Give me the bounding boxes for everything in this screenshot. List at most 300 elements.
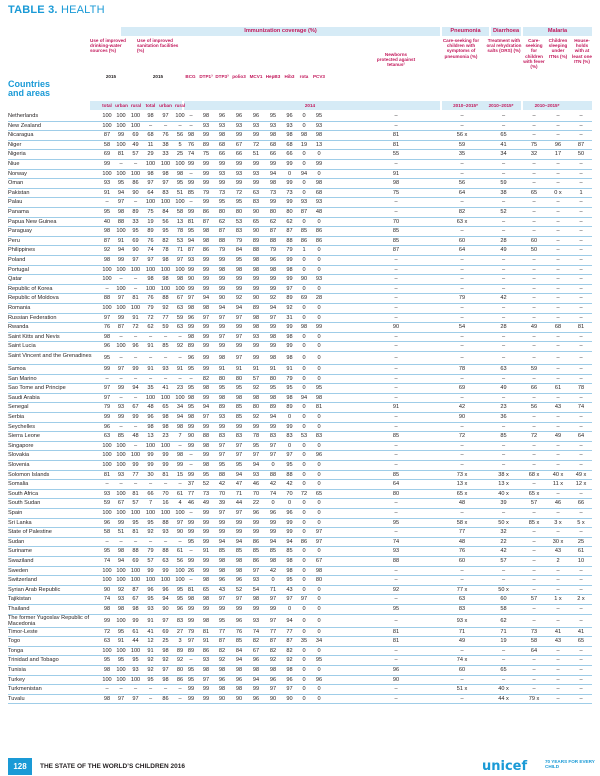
table-cell: 98	[117, 209, 125, 215]
table-cell: –	[532, 586, 536, 593]
table-cell: 99	[132, 366, 139, 372]
table-cell: 99	[187, 519, 195, 526]
table-cell: 97	[176, 257, 184, 263]
table-cell: 95	[103, 355, 111, 361]
table-cell: 100	[160, 266, 171, 273]
table-cell: 98	[187, 333, 195, 340]
country-name: Saint Lucia	[8, 343, 36, 350]
table-cell: 0	[302, 343, 306, 350]
table-cell: 98	[269, 355, 277, 361]
country-name: The former Yugoslav Republic of Macedonia	[8, 615, 90, 628]
table-row	[8, 647, 592, 657]
table-cell: 69	[162, 628, 169, 635]
table-cell: 81	[392, 628, 400, 635]
table-cell: 85	[117, 433, 125, 440]
table-cell: 85 x	[528, 519, 540, 526]
table-cell: 0	[302, 548, 306, 555]
table-cell: –	[133, 394, 138, 401]
table-cell: 93	[252, 617, 260, 624]
table-cell: 87	[300, 209, 308, 215]
table-cell: 66	[269, 151, 277, 158]
table-cell: –	[579, 490, 583, 497]
table-cell: 49	[530, 324, 538, 331]
table-cell: –	[532, 314, 536, 321]
table-cell: 100	[130, 452, 141, 459]
table-cell: 99	[286, 519, 293, 526]
table-cell: 99	[235, 285, 243, 292]
table-cell: 100	[130, 676, 141, 683]
table-cell: 85	[300, 228, 308, 235]
table-cell: 92	[252, 385, 260, 392]
table-cell: 98	[300, 132, 308, 139]
table-cell: 93	[117, 596, 125, 603]
table-row	[8, 442, 592, 452]
table-cell: 80	[235, 209, 243, 215]
table-cell: 75	[202, 151, 210, 158]
table-cell: 44 x	[498, 695, 509, 702]
table-row	[8, 384, 592, 394]
country-name: Sao Tome and Principe	[8, 385, 66, 392]
table-cell: 77	[132, 471, 139, 478]
table-cell: 0	[287, 500, 292, 507]
table-cell: –	[501, 577, 506, 584]
table-cell: 81	[132, 490, 139, 497]
table-cell: 99	[202, 333, 210, 340]
table-cell: 92	[147, 667, 154, 673]
table-cell: –	[532, 218, 536, 225]
table-cell: 99	[218, 423, 226, 430]
table-cell: 0	[302, 529, 306, 536]
table-cell: 99	[286, 180, 293, 187]
table-cell: 83	[252, 199, 260, 206]
table-cell: 16	[162, 500, 169, 507]
table-cell: 81	[392, 638, 400, 645]
table-cell: –	[119, 538, 123, 545]
table-cell: 1	[579, 189, 583, 196]
table-title	[8, 4, 105, 16]
table-row	[8, 131, 592, 141]
table-cell: 95	[252, 442, 260, 449]
table-cell: 94	[218, 538, 226, 545]
table-cell: 90	[252, 295, 260, 302]
table-cell: –	[579, 355, 583, 361]
table-cell: 57	[530, 596, 538, 603]
country-name: Niue	[8, 161, 20, 167]
table-cell: 85	[392, 228, 400, 235]
table-cell: 94	[235, 657, 243, 664]
table-cell: 79	[458, 295, 466, 302]
table-cell: –	[163, 122, 168, 129]
table-cell: 98	[202, 617, 210, 624]
table-cell: 85	[392, 433, 400, 440]
table-cell: 80	[269, 209, 277, 215]
table-cell: 99	[202, 199, 210, 206]
table-cell: 99	[218, 180, 226, 187]
table-cell: 49	[132, 141, 139, 148]
table-cell: 86	[202, 247, 210, 254]
table-cell: –	[556, 237, 560, 244]
table-cell: –	[163, 355, 168, 361]
table-cell: 100	[130, 577, 141, 584]
table-cell: 0	[317, 617, 321, 624]
table-cell: 64	[530, 647, 538, 654]
table-cell: 100	[130, 122, 141, 129]
table-cell: 91	[286, 366, 293, 372]
table-cell: 100	[145, 442, 156, 449]
table-cell: 97	[252, 452, 260, 459]
table-cell: 100	[175, 577, 185, 584]
table-cell: 52	[202, 481, 210, 488]
table-cell: 98	[235, 394, 243, 401]
table-cell: 71	[458, 628, 466, 635]
table-cell: 39	[218, 500, 226, 507]
table-cell: 70	[286, 490, 293, 497]
table-cell: 97	[235, 314, 243, 321]
table-name: HEALTH	[60, 4, 105, 16]
table-cell: –	[556, 586, 560, 593]
table-cell: 94	[286, 617, 293, 624]
table-cell: 76	[147, 295, 154, 302]
table-cell: –	[133, 161, 138, 167]
table-cell: 63	[500, 366, 507, 372]
table-cell: 72	[252, 141, 260, 148]
table-cell: 67	[252, 647, 260, 654]
table-cell: –	[579, 686, 583, 693]
table-cell: 80	[176, 667, 184, 673]
table-cell: 40 x	[498, 490, 509, 497]
table-cell: 34	[176, 404, 184, 411]
table-cell: 0	[317, 285, 321, 292]
table-cell: 93	[252, 471, 260, 478]
table-cell: –	[501, 257, 506, 263]
table-cell: 3	[178, 638, 182, 645]
table-cell: –	[394, 333, 398, 340]
table-cell: 97	[235, 355, 243, 361]
table-cell: 11	[147, 141, 154, 148]
table-cell: 57	[252, 375, 260, 382]
table-cell: 98	[218, 667, 226, 673]
table-cell: 68 x	[528, 471, 540, 478]
table-cell: 87	[117, 324, 125, 331]
table-cell: 94	[300, 170, 308, 177]
table-cell: –	[579, 567, 583, 574]
table-cell: 92	[117, 586, 125, 593]
table-cell: 68	[269, 141, 277, 148]
country-name: Philippines	[8, 247, 36, 254]
table-cell: 0	[317, 510, 321, 516]
diarrhoea-header: Diarrhoea	[492, 28, 520, 34]
table-cell: 98	[147, 276, 154, 283]
table-cell: 72	[103, 628, 111, 635]
table-row	[8, 122, 592, 132]
table-cell: 58	[176, 209, 184, 215]
table-cell: 67	[132, 404, 139, 411]
table-cell: 93	[117, 471, 125, 478]
table-cell: 59	[176, 314, 184, 321]
table-cell: 80	[218, 209, 226, 215]
table-cell: 99	[218, 285, 226, 292]
table-cell: 93	[392, 548, 400, 555]
table-row	[8, 304, 592, 314]
table-cell: 0	[317, 170, 321, 177]
table-cell: 91	[147, 366, 154, 372]
table-cell: 94	[176, 414, 184, 420]
table-cell: 96	[269, 257, 277, 263]
table-cell: 99	[315, 324, 323, 331]
table-cell: 99	[202, 266, 210, 273]
table-cell: 99	[187, 686, 195, 693]
table-cell: 99	[218, 343, 226, 350]
table-cell: 94	[252, 462, 260, 468]
table-cell: 22	[252, 500, 260, 507]
table-cell: –	[556, 295, 560, 302]
table-cell: 56	[530, 404, 538, 411]
table-row	[8, 323, 592, 333]
table-cell: 98	[235, 567, 243, 574]
table-cell: –	[460, 228, 464, 235]
table-cell: 99	[187, 558, 195, 564]
table-cell: 43	[286, 586, 293, 593]
table-cell: 98	[187, 394, 195, 401]
table-cell: 72	[147, 314, 154, 321]
table-cell: –	[189, 452, 193, 459]
table-cell: 59	[530, 366, 538, 372]
table-cell: 90	[286, 695, 293, 702]
table-cell: 0	[302, 113, 306, 119]
table-cell: 5	[178, 141, 182, 148]
table-cell: 57	[500, 558, 507, 564]
table-cell: –	[556, 452, 560, 459]
table-cell: 91	[117, 638, 125, 645]
table-row	[8, 413, 592, 423]
table-cell: 98	[162, 647, 169, 654]
table-cell: 99	[187, 442, 195, 449]
table-cell: 0	[287, 606, 292, 612]
table-cell: –	[460, 257, 464, 263]
table-cell: 98	[269, 667, 277, 673]
table-cell: 100	[175, 161, 185, 167]
table-cell: 100	[160, 394, 171, 401]
table-cell: 91	[392, 170, 400, 177]
table-cell: 56	[162, 218, 169, 225]
table-cell: 13 x	[498, 481, 509, 488]
table-cell: 82	[218, 647, 226, 654]
table-cell: 64	[392, 481, 400, 488]
table-cell: –	[394, 113, 398, 119]
table-cell: –	[133, 355, 138, 361]
table-cell: 90	[218, 695, 226, 702]
table-cell: –	[579, 657, 583, 664]
table-cell: –	[460, 567, 464, 574]
table-cell: 98	[269, 333, 277, 340]
table-cell: 0	[287, 170, 292, 177]
table-cell: –	[394, 285, 398, 292]
table-cell: –	[556, 285, 560, 292]
table-cell: 100	[102, 442, 112, 449]
table-cell: 0	[302, 314, 306, 321]
country-name: Panama	[8, 209, 29, 215]
table-cell: 61	[554, 385, 562, 392]
table-cell: 96	[269, 676, 277, 683]
table-cell: 99	[202, 170, 210, 177]
table-cell: 99	[286, 529, 293, 536]
table-cell: 81	[132, 529, 139, 536]
table-cell: –	[556, 695, 560, 702]
table-cell: 74	[392, 538, 400, 545]
table-cell: 49 x	[575, 471, 587, 478]
table-cell: 68	[315, 189, 323, 196]
table-cell: 74	[577, 404, 585, 411]
table-cell: 87	[269, 228, 277, 235]
table-cell: 94	[235, 305, 243, 311]
table-cell: –	[460, 510, 464, 516]
table-number: TABLE 3.	[8, 4, 58, 16]
table-cell: 42	[286, 481, 293, 488]
country-name: Sierra Leone	[8, 433, 41, 440]
table-cell: 0	[302, 519, 306, 526]
table-cell: 0	[302, 180, 306, 187]
table-row	[8, 576, 592, 586]
table-cell: 91	[269, 366, 277, 372]
table-cell: 0	[317, 548, 321, 555]
table-cell: 0	[317, 266, 321, 273]
table-cell: 41	[500, 141, 507, 148]
table-cell: –	[148, 122, 153, 129]
table-cell: 53	[235, 218, 243, 225]
table-cell: –	[394, 617, 398, 624]
table-cell: 50	[530, 247, 538, 254]
country-name: New Zealand	[8, 122, 41, 129]
table-cell: 95	[315, 113, 323, 119]
pcv3-header: PCV3	[312, 74, 325, 79]
table-cell: 99	[117, 414, 125, 420]
table-cell: 100	[116, 452, 126, 459]
table-cell: 100	[130, 305, 141, 311]
table-cell: 80	[218, 375, 226, 382]
table-cell: 0	[302, 471, 306, 478]
table-cell: 94	[162, 596, 169, 603]
table-cell: –	[579, 366, 583, 372]
table-cell: 86	[315, 237, 323, 244]
table-cell: 0	[302, 577, 306, 584]
table-cell: 83	[235, 433, 243, 440]
table-cell: 13	[147, 433, 154, 440]
table-cell: 43	[554, 404, 562, 411]
country-name: Samoa	[8, 366, 26, 372]
table-cell: 91	[132, 314, 139, 321]
table-cell: 73	[218, 189, 226, 196]
table-cell: 99	[269, 606, 277, 612]
table-cell: 98	[117, 548, 125, 555]
table-cell: 99	[202, 132, 210, 139]
table-cell: 52	[235, 586, 243, 593]
table-cell: 73	[286, 189, 293, 196]
table-cell: 90	[252, 209, 260, 215]
country-name: Netherlands	[8, 113, 39, 119]
diarrhoea-range: 2010–2015*	[488, 103, 514, 108]
table-cell: 99	[202, 558, 210, 564]
table-cell: 43	[218, 586, 226, 593]
table-cell: –	[556, 375, 560, 382]
table-cell: 49	[202, 500, 210, 507]
table-cell: 76	[458, 548, 466, 555]
table-cell: 99	[252, 686, 260, 693]
table-cell: 81	[577, 324, 585, 331]
table-cell: 94	[218, 305, 226, 311]
table-cell: 93	[132, 667, 139, 673]
table-cell: 83	[286, 433, 293, 440]
table-cell: 93	[269, 122, 277, 129]
table-cell: –	[532, 423, 536, 430]
table-cell: 30	[147, 471, 154, 478]
table-cell: 100	[160, 442, 171, 449]
table-cell: 97	[117, 199, 125, 206]
table-cell: 41	[162, 385, 169, 392]
table-cell: 97	[269, 686, 277, 693]
table-cell: 95	[392, 519, 400, 526]
table-cell: 56 x	[456, 132, 468, 139]
table-cell: 100	[116, 141, 126, 148]
table-cell: 88	[286, 471, 293, 478]
page-number: 128	[8, 758, 32, 775]
table-cell: 92	[147, 657, 154, 664]
table-row	[8, 141, 592, 151]
table-cell: –	[501, 355, 506, 361]
table-cell: 19	[300, 141, 308, 148]
table-row	[8, 275, 592, 285]
table-cell: –	[532, 452, 536, 459]
table-cell: 12	[147, 638, 154, 645]
table-cell: –	[556, 617, 560, 624]
table-cell: –	[532, 529, 536, 536]
table-cell: 97	[202, 676, 210, 683]
table-cell: 100	[116, 305, 126, 311]
table-cell: 76	[103, 324, 111, 331]
table-cell: 93	[162, 529, 169, 536]
table-cell: 88	[103, 295, 111, 302]
table-row	[8, 480, 592, 490]
table-cell: 88	[132, 548, 139, 555]
table-cell: 98	[147, 113, 154, 119]
table-cell: 99	[202, 161, 210, 167]
table-cell: 81	[187, 218, 195, 225]
table-cell: –	[105, 538, 109, 545]
table-cell: 88	[269, 237, 277, 244]
table-cell: 0	[302, 375, 306, 382]
table-cell: 93	[252, 170, 260, 177]
table-cell: 98	[218, 355, 226, 361]
table-cell: 91	[202, 548, 210, 555]
table-cell: 33	[132, 218, 139, 225]
table-cell: 97	[103, 394, 111, 401]
table-cell: 0	[302, 606, 306, 612]
table-cell: –	[501, 113, 506, 119]
table-cell: –	[394, 257, 398, 263]
table-cell: 63	[162, 558, 169, 564]
table-cell: 63	[176, 305, 184, 311]
table-cell: 91	[235, 366, 243, 372]
table-cell: –	[460, 423, 464, 430]
table-cell: –	[501, 305, 506, 311]
country-name: San Marino	[8, 375, 37, 382]
table-cell: 99	[202, 695, 210, 702]
table-cell: 62	[286, 218, 293, 225]
table-cell: –	[556, 209, 560, 215]
rota-header: rota	[299, 74, 309, 79]
table-cell: 0	[317, 628, 321, 635]
table-cell: 0	[302, 218, 306, 225]
table-cell: 99	[269, 161, 277, 167]
